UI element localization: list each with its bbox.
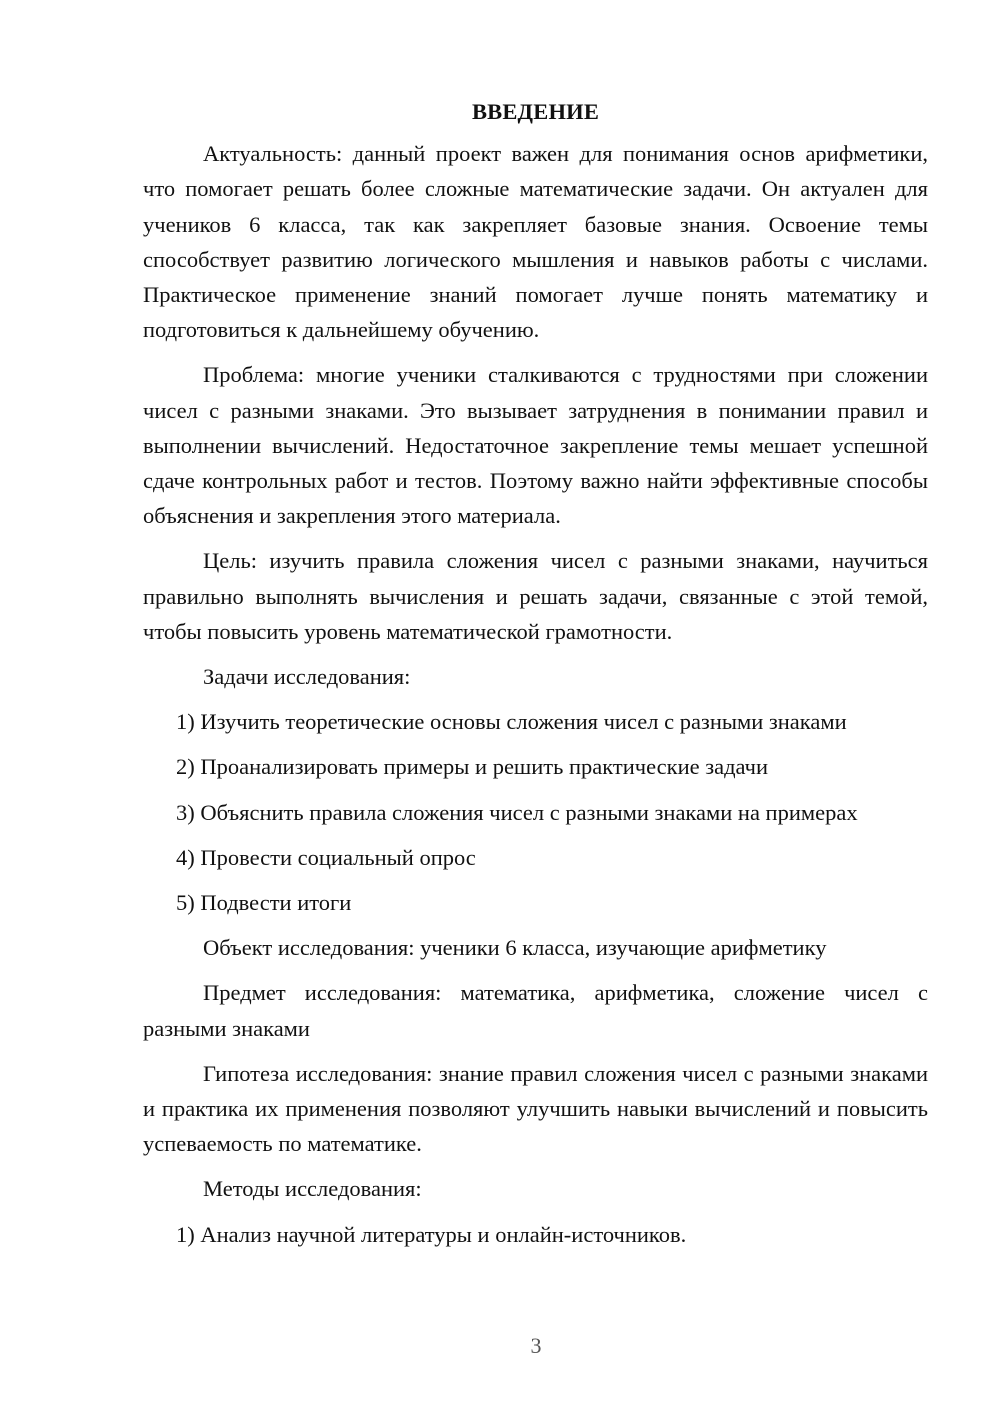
tasks-label: Задачи исследования: [203, 664, 411, 690]
list-item: 1) Изучить теоретические основы сложения чисел с разными знаками [176, 709, 847, 735]
goal-paragraph: Цель: изучить правила сложения чисел с разными знаками, научиться правильно выполнять вычисления и решать задачи, связанные с этой темой, чтобы повысить уровень математической грамотности. [143, 548, 928, 644]
problem-paragraph: Проблема: многие ученики сталкиваются с трудностями при сложении чисел с разными знаками. Это вызывает затруднения в понимании правил и выполнении вычислений. Недостаточное закрепление темы мешает успешной сдаче контрольных работ и тестов. Поэтому важно найти эффективные способы объяснения и закрепления этого материала. [143, 362, 928, 529]
object-paragraph: Объект исследования: ученики 6 класса, изучающие арифметику [203, 935, 827, 961]
methods-list [143, 1217, 928, 1252]
relevance-paragraph: Актуальность: данный проект важен для понимания основ арифметики, что помогает решать более сложные математические задачи. Он актуален для учеников 6 класса, так как закрепляет базовые знания. Освоение темы способствует развитию логического мышления и навыков работы с числами. Практическое применение знаний помогает лучше понять математику и подготовиться к дальнейшему обучению. [143, 141, 928, 343]
hypothesis-paragraph: Гипотеза исследования: знание правил сложения чисел с разными знаками и практика их применения позволяют улучшить навыки вычислений и повысить успеваемость по математике. [143, 1060, 928, 1157]
methods-label: Методы исследования: [203, 1176, 422, 1202]
list-item: 1) Анализ научной литературы и онлайн-источников. [176, 1221, 687, 1247]
page-content [143, 94, 928, 1262]
section-title: ВВЕДЕНИЕ [471, 99, 600, 124]
subject-paragraph: Предмет исследования: математика, арифметика, сложение чисел с разными знаками [143, 980, 928, 1041]
list-item: 4) Провести социальный опрос [176, 844, 476, 870]
list-item: 5) Подвести итоги [176, 890, 352, 916]
list-item: 3) Объяснить правила сложения чисел с разными знаками на примерах [176, 799, 858, 825]
tasks-list [143, 704, 928, 920]
page-number: 3 [530, 1333, 542, 1358]
list-item: 2) Проанализировать примеры и решить практические задачи [176, 754, 768, 780]
